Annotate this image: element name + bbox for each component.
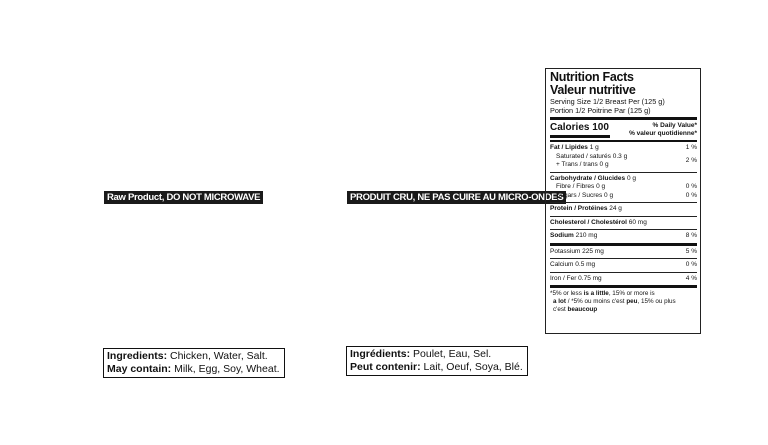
nutrition-title-fr: Valeur nutritive: [550, 83, 636, 97]
calcium-row: Calcium 0.5 mg 0 %: [550, 261, 697, 268]
divider: [550, 202, 697, 203]
ingredients-box-fr: [346, 346, 528, 376]
saturated-trans-row: Saturated / saturés 0.3 g + Trans / trans 0 g 2 %: [556, 152, 697, 168]
serving-size-en: Serving Size 1/2 Breast Per (125 g): [550, 97, 665, 106]
divider: [550, 285, 697, 288]
divider: [550, 243, 697, 246]
raw-product-warning-fr: PRODUIT CRU, NE PAS CUIRE AU MICRO-ONDES: [347, 191, 566, 204]
ingredients-label: Ingredients:: [107, 350, 168, 362]
cholesterol-row: Cholesterol / Cholestérol 60 mg: [550, 218, 647, 226]
may-contain-value: Lait, Oeuf, Soya, Blé.: [420, 361, 523, 373]
ingredients-label: Ingrédients:: [350, 348, 411, 360]
potassium-row: Potassium 225 mg 5 %: [550, 247, 697, 255]
nutrition-title-en: Nutrition Facts: [550, 70, 634, 84]
sodium-row: Sodium 210 mg 8 %: [550, 232, 697, 239]
divider: [550, 258, 697, 259]
daily-value-header-fr: % valeur quotidienne*: [629, 129, 697, 137]
divider: [550, 229, 697, 230]
carbohydrate-row: Carbohydrate / Glucides 0 g: [550, 174, 636, 182]
nutrition-facts-table: [545, 68, 701, 334]
calories: Calories 100: [550, 122, 609, 133]
ingredients-value: Chicken, Water, Salt.: [167, 350, 268, 362]
ingredients-value: Poulet, Eau, Sel.: [410, 348, 492, 360]
divider: [550, 140, 697, 142]
daily-value-footnote: *5% or less is a little, 15% or more is a lot / *5% ou moins c'est peu, 15% ou plus c'est beaucoup: [550, 290, 676, 313]
divider: [550, 272, 697, 273]
ingredients-box-en: [103, 348, 285, 378]
fibre-row: Fibre / Fibres 0 g 0 %: [556, 183, 697, 190]
fat-row: Fat / Lipides 1 g 1 %: [550, 144, 697, 151]
divider: [550, 117, 697, 120]
may-contain-label: Peut contenir:: [350, 361, 421, 373]
calories-bar: [550, 135, 610, 138]
serving-size-fr: Portion 1/2 Poitrine Par (125 g): [550, 106, 651, 115]
sugars-row: Sugars / Sucres 0 g 0 %: [556, 191, 697, 199]
protein-row: Protein / Protéines 24 g: [550, 205, 622, 212]
daily-value-header-en: % Daily Value*: [652, 122, 697, 129]
divider: [550, 172, 697, 173]
iron-row: Iron / Fer 0.75 mg 4 %: [550, 274, 697, 282]
may-contain-label: May contain:: [107, 363, 172, 375]
raw-product-warning-en: Raw Product, DO NOT MICROWAVE: [104, 191, 263, 204]
may-contain-value: Milk, Egg, Soy, Wheat.: [171, 363, 280, 375]
divider: [550, 216, 697, 217]
